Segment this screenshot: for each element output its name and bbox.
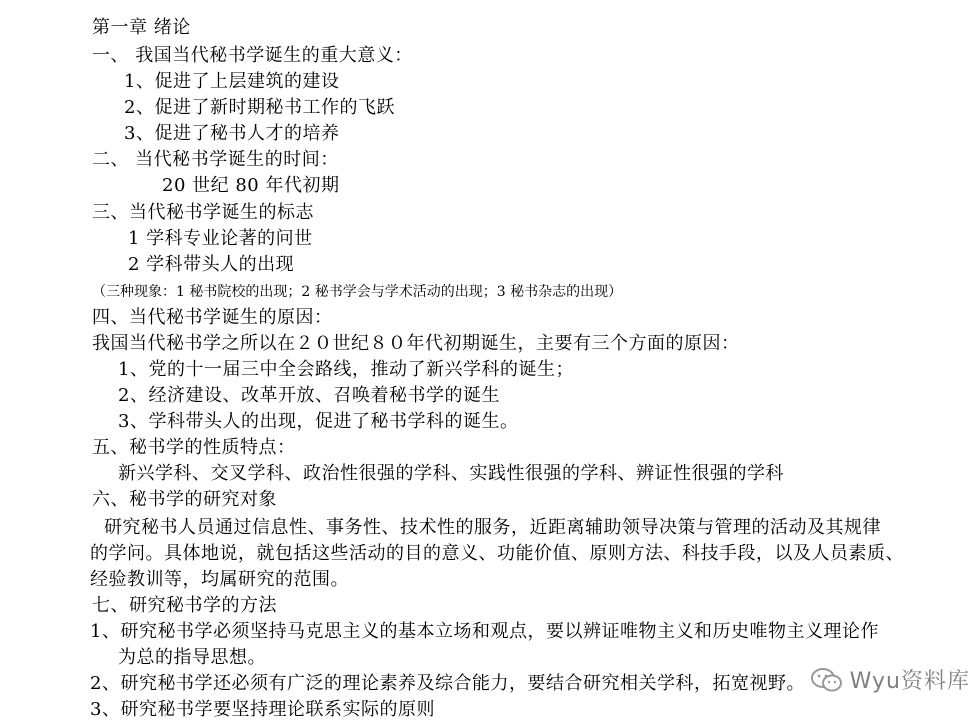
watermark [810,664,970,695]
body-text: 经验教训等，均属研究的范围。 [90,569,349,590]
wechat-icon [810,667,844,693]
list-item: 2、促进了新时期秘书工作的飞跃 [124,97,395,118]
list-item: 2、研究秘书学还必须有广泛的理论素养及综合能力，要结合研究相关学科，拓宽视野。 [90,673,805,694]
list-item: 3、研究秘书学要坚持理论联系实际的原则 [90,699,435,720]
list-item: 3、学科带头人的出现，促进了秘书学科的诞生。 [118,411,519,432]
section-heading: 四、当代秘书学诞生的原因： [92,307,333,328]
section-heading: 三、当代秘书学诞生的标志 [92,202,314,223]
list-item: 1、促进了上层建筑的建设 [124,71,340,92]
section-heading: 六、秘书学的研究对象 [92,489,277,510]
section-heading: 七、研究秘书学的方法 [92,595,277,616]
body-text: 我国当代秘书学之所以在２０世纪８０年代初期诞生，主要有三个方面的原因： [92,333,740,354]
list-item: 2、经济建设、改革开放、召唤着秘书学的诞生 [118,385,500,406]
watermark-text: Wyu资料库 [849,669,970,694]
section-heading: 二、 当代秘书学诞生的时间： [92,149,339,170]
chapter-title: 第一章 绪论 [92,17,191,38]
list-item: 3、促进了秘书人才的培养 [124,123,340,144]
body-text: 研究秘书人员通过信息性、事务性、技术性的服务，近距离辅助领导决策与管理的活动及其规律 [104,517,881,538]
list-item: 1、党的十一届三中全会路线，推动了新兴学科的诞生； [118,359,574,380]
list-item: 2 学科带头人的出现 [128,254,295,275]
list-item: 为总的指导思想。 [118,647,266,668]
body-text: 20 世纪 80 年代初期 [162,175,340,196]
body-text: 的学问。具体地说，就包括这些活动的目的意义、功能价值、原则方法、科技手段，以及人员素质、 [90,543,904,564]
list-item: 1 学科专业论著的问世 [128,228,313,249]
list-item: 1、研究秘书学必须坚持马克思主义的基本立场和观点，要以辨证唯物主义和历史唯物主义理论作 [90,621,879,642]
section-heading: 一、 我国当代秘书学诞生的重大意义： [92,45,413,66]
note-text: （三种现象：1 秘书院校的出现；2 秘书学会与学术活动的出现；3 秘书杂志的出现） [92,284,623,300]
section-heading: 五、秘书学的性质特点： [92,437,296,458]
body-text: 新兴学科、交叉学科、政治性很强的学科、实践性很强的学科、辨证性很强的学科 [118,463,784,484]
